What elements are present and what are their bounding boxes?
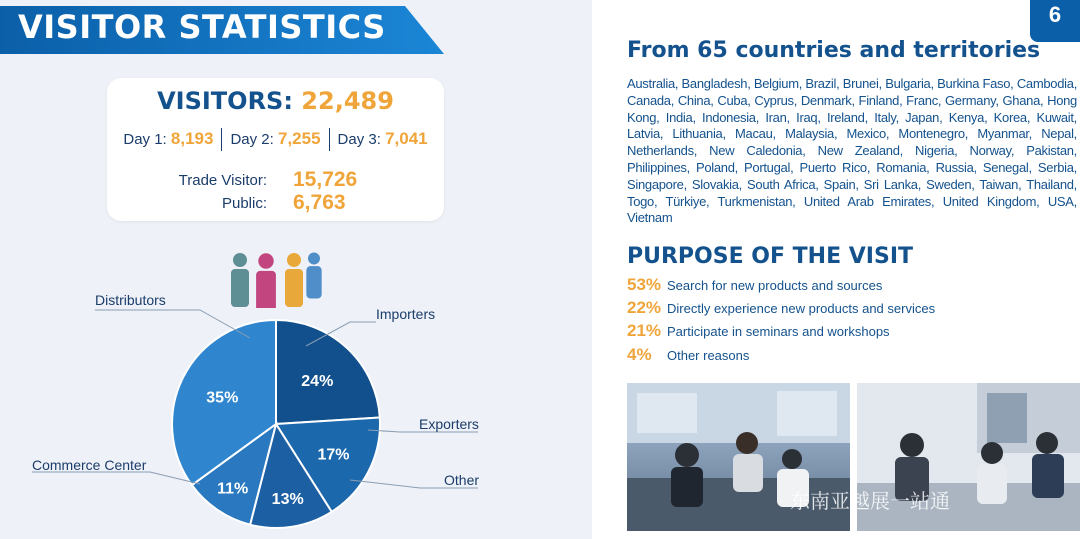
- visitors-label: VISITORS:: [157, 87, 293, 115]
- day-label: Day 1:: [123, 131, 167, 148]
- countries-list: Australia, Bangladesh, Belgium, Brazil, Brunei, Bulgaria, Burkina Faso, Cambodia, Canada, China, Cuba, Cyprus, Denmark, Finland, Franc, Germany, Ghana, Hong Kong, India, Indonesia, Iran, Iraq, Ireland, Italy, Japan, Kenya, Korea, Kuwait, Latvia, Lithuania, Macau, Malaysia, Mexico, Montenegro, Myanmar, Nepal, Netherlands, New Caledonia, New Zealand, Nigeria, Norway, Pakistan, Philippines, Poland, Portugal, Puerto Rico, Romania, Russia, Senegal, Serbia, Singapore, Slovakia, South Africa, Spain, Sri Lanka, Sweden, Taiwan, Thailand, Togo, Türkiye, Turkmenistan, United Arab Emirates, United Kingdom, USA, Vietnam: [627, 76, 1077, 226]
- watermark-text: 东南亚越展一站通: [790, 489, 950, 513]
- pie-percent-label: 24%: [301, 373, 334, 390]
- pie-leader-line: [32, 472, 200, 484]
- day-label: Day 3:: [337, 131, 381, 148]
- day-value: 7,255: [277, 129, 321, 148]
- visitor-origin-panel: [592, 0, 1080, 539]
- purpose-text: Directly experience new products and services: [667, 301, 936, 316]
- day-value: 7,041: [385, 129, 428, 148]
- pie-slice: [276, 320, 380, 424]
- split-label: Trade Visitor:: [178, 172, 267, 189]
- purpose-item: [627, 321, 890, 341]
- purpose-percent: 4%: [627, 345, 652, 364]
- split-label: Public:: [221, 195, 267, 212]
- purpose-text: Other reasons: [667, 348, 750, 363]
- countries-heading: From 65 countries and territories: [627, 38, 1041, 63]
- pie-label-distributors: Distributors: [95, 292, 166, 308]
- purpose-item: [627, 298, 935, 318]
- pie-label-commerce-center: Commerce Center: [32, 457, 147, 473]
- day-value: 8,193: [170, 129, 214, 148]
- purpose-heading: PURPOSE OF THE VISIT: [627, 244, 914, 269]
- purpose-percent: 22%: [627, 298, 662, 317]
- pie-label-importers: Importers: [376, 306, 436, 322]
- section-title: VISITOR STATISTICS: [18, 8, 386, 46]
- day-label: Day 2:: [230, 131, 274, 148]
- pie-percent-label: 11%: [217, 480, 249, 498]
- purpose-text: Search for new products and sources: [667, 278, 883, 293]
- pie-percent-label: 35%: [206, 389, 239, 407]
- split-value: 6,763: [293, 191, 346, 214]
- purpose-percent: 21%: [627, 321, 662, 340]
- pie-label-other: Other: [444, 472, 480, 488]
- purpose-percent: 53%: [627, 275, 662, 294]
- split-value: 15,726: [293, 168, 358, 191]
- pie-percent-label: 13%: [271, 491, 304, 508]
- pie-percent-label: 17%: [317, 446, 350, 464]
- purpose-text: Participate in seminars and workshops: [667, 324, 890, 339]
- purpose-item: [627, 345, 749, 365]
- purpose-item: [627, 275, 882, 295]
- visitors-value: 22,489: [301, 87, 394, 115]
- pie-label-exporters: Exporters: [419, 416, 479, 432]
- page-number: 6: [1048, 2, 1062, 27]
